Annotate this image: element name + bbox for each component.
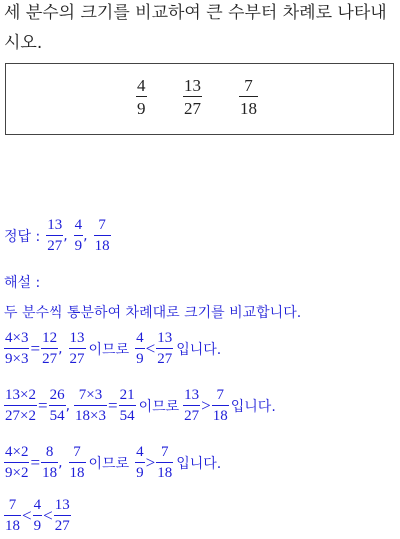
comma: , (65, 398, 71, 414)
explanation-intro: 두 분수씩 통분하여 차례대로 크기를 비교합니다. (4, 305, 302, 321)
question-line-2: 시오. (4, 33, 43, 53)
question-line-1: 세 분수의 크기를 비교하여 큰 수부터 차례로 나타내 (4, 3, 387, 23)
fraction: $\frac{4\times 2}{9\times 2}$ (5, 444, 29, 481)
greater-than-sign: > (201, 396, 211, 415)
fraction: $\frac{4}{9}$ (33, 497, 42, 534)
answer-sep: , (63, 228, 68, 244)
ending-text: 입니다. (176, 456, 222, 472)
comma: , (58, 341, 63, 357)
connective-text: 이므로 (88, 456, 130, 472)
explanation-final (4, 498, 71, 534)
answer-fraction-2: $\frac{4}{9}$ (74, 217, 83, 254)
fraction: $\frac{7\times 3}{18\times 3}$ (75, 387, 106, 424)
ending-text: 입니다. (176, 342, 222, 358)
fraction: $\frac{7}{18}$ (5, 497, 20, 534)
answer-sep: , (83, 228, 88, 244)
comma: , (58, 455, 63, 471)
connective-text: 이므로 (138, 399, 180, 415)
fraction: $\frac{7}{18}$ (69, 444, 85, 481)
fraction: $\frac{13\times 2}{27\times 2}$ (5, 387, 36, 424)
box-fraction-3: $\frac{7}{18}$ (240, 76, 257, 118)
fraction: $\frac{4\times 3}{9\times 3}$ (5, 330, 29, 367)
answer-fraction-3: $\frac{7}{18}$ (94, 217, 110, 254)
connective-text: 이므로 (88, 342, 130, 358)
less-than-sign: < (145, 339, 156, 358)
equals-sign: = (37, 396, 48, 415)
ending-text: 입니다. (230, 399, 276, 415)
answer-row (4, 218, 111, 254)
fraction: $\frac{7}{18}$ (212, 387, 228, 424)
less-than-sign: < (22, 506, 32, 525)
less-than-sign: < (43, 506, 53, 525)
explanation-label: 해설 : (4, 275, 41, 291)
explanation-line-2 (4, 388, 276, 424)
fraction: $\frac{8}{18}$ (42, 444, 58, 481)
fraction: $\frac{13}{27}$ (184, 387, 200, 424)
fraction: $\frac{12}{27}$ (42, 330, 58, 367)
fraction: $\frac{7}{18}$ (157, 444, 173, 481)
fraction: $\frac{4}{9}$ (136, 330, 144, 367)
fraction: $\frac{21}{54}$ (119, 387, 135, 424)
answer-label: 정답 : (4, 229, 41, 245)
explanation-line-3 (4, 445, 221, 481)
answer-fraction-1: $\frac{13}{27}$ (47, 217, 63, 254)
fraction: $\frac{4}{9}$ (136, 444, 144, 481)
equals-sign: = (107, 396, 118, 415)
equals-sign: = (30, 453, 41, 472)
fraction: $\frac{13}{27}$ (69, 330, 85, 367)
box-fraction-2: $\frac{13}{27}$ (184, 76, 201, 118)
box-fraction-1: $\frac{4}{9}$ (137, 76, 146, 118)
fraction: $\frac{13}{27}$ (157, 330, 173, 367)
fraction: $\frac{26}{54}$ (49, 387, 65, 424)
explanation-line-1 (4, 331, 221, 367)
greater-than-sign: > (145, 453, 156, 472)
equals-sign: = (30, 339, 41, 358)
fraction: $\frac{13}{27}$ (54, 497, 70, 534)
